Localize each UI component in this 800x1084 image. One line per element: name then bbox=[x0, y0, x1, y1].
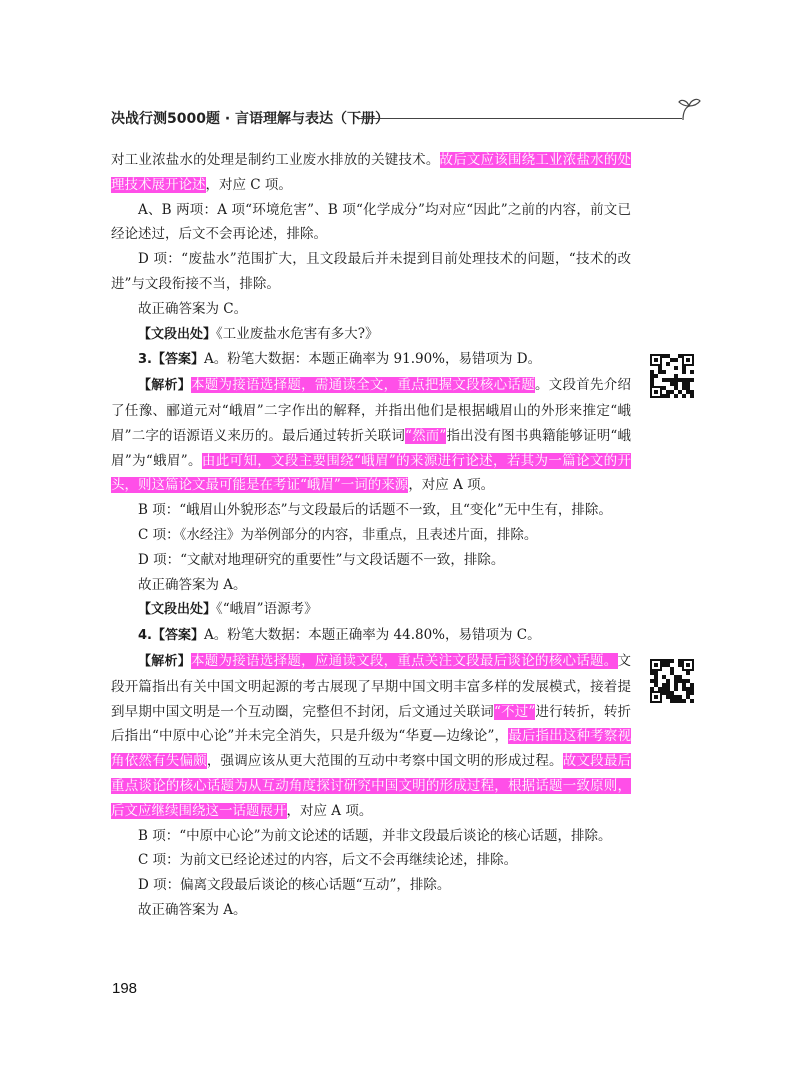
qr-code-q4[interactable] bbox=[650, 659, 694, 703]
section-tag: 【解析】 bbox=[138, 653, 192, 669]
body-text: D 项：“废盐水”范围扩大，且文段最后并未提到目前处理技术的问题，“技术的改进”与文段衔接不当，排除。 bbox=[111, 251, 631, 292]
paragraph-p7 bbox=[111, 373, 631, 498]
body-text: B 项：“峨眉山外貌形态”与文段最后的话题不一致，且“变化”无中生有，排除。 bbox=[138, 502, 612, 519]
paragraph-p8 bbox=[111, 498, 631, 523]
paragraph-p15 bbox=[111, 824, 631, 849]
body-text: C 项：为前文已经论述过的内容，后文不会再继续论述，排除。 bbox=[138, 852, 518, 869]
body-text: ，对应 A 项。 bbox=[408, 477, 495, 494]
paragraph-p10 bbox=[111, 548, 631, 573]
header-rule bbox=[357, 118, 682, 119]
body-text: A、B 两项：A 项“环境危害”、B 项“化学成分”均对应“因此”之前的内容，前文已经论述过，后文不会再论述，排除。 bbox=[111, 201, 631, 243]
qr-code-q3[interactable] bbox=[650, 354, 694, 398]
body-text: 对工业浓盐水的处理是制约工业废水排放的关键技术。 bbox=[111, 152, 440, 168]
paragraph-p16 bbox=[111, 848, 631, 873]
book-title: 决战行测5000题 · 言语理解与表达（下册） bbox=[111, 111, 390, 127]
paragraph-p17 bbox=[111, 873, 631, 898]
body-text: A。粉笔大数据：本题正确率为 44.80%，易错项为 C。 bbox=[203, 627, 541, 644]
paragraph-p13 bbox=[111, 623, 631, 649]
body-text: A。粉笔大数据：本题正确率为 91.90%，易错项为 D。 bbox=[203, 351, 542, 368]
paragraph-p2 bbox=[111, 198, 631, 248]
page-number: 198 bbox=[112, 980, 138, 997]
body-text: D 项：“文献对地理研究的重要性”与文段话题不一致，排除。 bbox=[138, 551, 505, 568]
body-text: 故正确答案为 A。 bbox=[138, 901, 247, 918]
body-text: ，强调应该从更大范围的互动中考察中国文明的形成过程。 bbox=[206, 753, 563, 770]
section-tag: 4.【答案】 bbox=[138, 628, 204, 644]
highlighted-text: 最后指出这种考察视角依然有失偏颇 bbox=[111, 728, 631, 770]
highlighted-text: “然而” bbox=[405, 427, 447, 444]
body-text: C 项：《水经注》为举例部分的内容，非重点，且表述片面，排除。 bbox=[138, 526, 538, 543]
highlighted-text: “不过” bbox=[493, 703, 536, 720]
highlighted-text: 故文段最后重点谈论的核心话题为从互动角度探讨研究中国文明的形成过程，根据话题一致原则，后文应继续围绕这一话题展开 bbox=[111, 753, 632, 819]
body-text: ，对应 C 项。 bbox=[205, 176, 292, 193]
paragraph-p12 bbox=[111, 597, 631, 623]
body-text: ，对应 A 项。 bbox=[286, 802, 373, 819]
body-text: 故正确答案为 A。 bbox=[138, 576, 247, 593]
paragraph-p6 bbox=[111, 347, 631, 373]
sprout-icon bbox=[677, 96, 701, 122]
highlighted-text: 本题为接语选择题，应通读文段，重点关注文段最后谈论的核心话题。 bbox=[191, 652, 618, 669]
body-text: 《“峨眉”语源考》 bbox=[216, 601, 318, 618]
body-text: D 项：偏离文段最后谈论的核心话题“互动”，排除。 bbox=[138, 877, 451, 894]
body-text: 《工业废盐水危害有多大?》 bbox=[216, 325, 379, 342]
body-text: 文段开篇指出有关中国文明起源的考古展现了早期中国文明丰富多样的发展模式，接着提到早期中国文明是一个互动圈，完整但不封闭，后文通过关联词 bbox=[111, 652, 631, 720]
section-tag: 【解析】 bbox=[138, 378, 192, 394]
body-text: 指出没有图书典籍能够证明“峨眉”为“蛾眉”。 bbox=[111, 427, 631, 469]
body-text: 故正确答案为 C。 bbox=[138, 300, 248, 317]
page-header bbox=[111, 102, 691, 132]
section-tag: 【文段出处】 bbox=[138, 326, 217, 342]
section-tag: 【文段出处】 bbox=[138, 602, 217, 618]
body-text: 。文段首先介绍了任豫、郦道元对“峨眉”二字作出的解释，并指出他们是根据峨眉山的外形来推定“峨眉”二字的语源语义来历的。最后通过转折关联词 bbox=[111, 377, 631, 444]
paragraph-p18 bbox=[111, 898, 631, 923]
body-text: 进行转折，转折后指出“中原中心论”并未完全消失，只是升级为“华夏—边缘论”， bbox=[111, 703, 632, 745]
paragraph-p3 bbox=[111, 247, 631, 297]
paragraph-p11 bbox=[111, 573, 631, 598]
highlighted-text: 本题为接语选择题，需通读全文，重点把握文段核心话题 bbox=[191, 377, 535, 394]
paragraph-p1 bbox=[111, 148, 631, 198]
highlighted-text: 由此可知，文段主要围绕“峨眉”的来源进行论述，若其为一篇论文的开头，则这篇论文最可能是在考证“峨眉”一词的来源 bbox=[111, 452, 631, 494]
body-text: B 项：“中原中心论”为前文论述的话题，并非文段最后谈论的核心话题，排除。 bbox=[138, 827, 612, 844]
paragraph-p14 bbox=[111, 649, 631, 824]
paragraph-p4 bbox=[111, 297, 631, 322]
highlighted-text: 故后文应该围绕工业浓盐水的处理技术展开论述 bbox=[111, 152, 632, 193]
paragraph-p9 bbox=[111, 523, 631, 548]
paragraph-p5 bbox=[111, 322, 631, 348]
answer-explanations bbox=[111, 148, 631, 923]
section-tag: 3.【答案】 bbox=[138, 352, 204, 368]
